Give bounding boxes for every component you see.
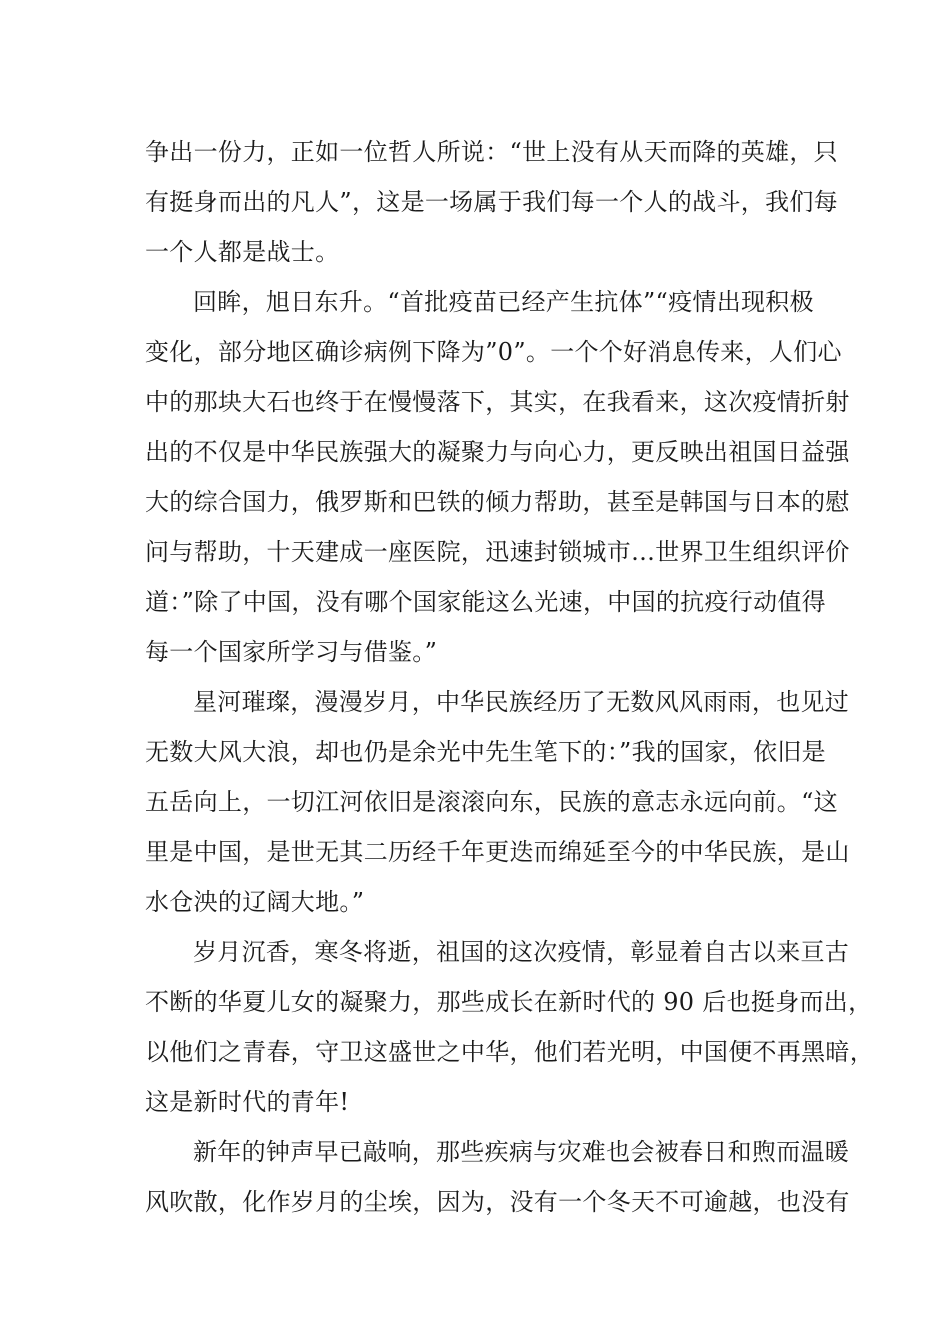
text-line: 有挺身而出的凡人”，这是一场属于我们每一个人的战斗，我们每 [145, 188, 838, 216]
paragraph-first-line: 星河璀璨，漫漫岁月，中华民族经历了无数风风雨雨，也见过 [193, 688, 850, 716]
text-line: 一个人都是战士。 [145, 238, 340, 266]
text-line: 以他们之青春，守卫这盛世之中华，他们若光明，中国便不再黑暗， [145, 1038, 874, 1066]
text-line: 道：”除了中国，没有哪个国家能这么光速，中国的抗疫行动值得 [145, 588, 826, 616]
text-line: 五岳向上，一切江河依旧是滚滚向东，民族的意志永远向前。“这 [145, 788, 838, 816]
text-line: 风吹散，化作岁月的尘埃，因为，没有一个冬天不可逾越，也没有 [145, 1188, 850, 1216]
paragraph-first-line: 岁月沉香，寒冬将逝，祖国的这次疫情，彰显着自古以来亘古 [193, 938, 850, 966]
paragraph-first-line: 新年的钟声早已敲响，那些疾病与灾难也会被春日和煦而温暖 [193, 1138, 850, 1166]
text-line: 出的不仅是中华民族强大的凝聚力与向心力，更反映出祖国日益强 [145, 438, 850, 466]
text-line: 水仓泱的辽阔大地。” [145, 888, 365, 916]
text-line: 每一个国家所学习与借鉴。” [145, 638, 438, 666]
text-line: 问与帮助，十天建成一座医院，迅速封锁城市…世界卫生组织评价 [145, 538, 850, 566]
paragraph-first-line: 回眸，旭日东升。“首批疫苗已经产生抗体”“疫情出现积极 [193, 288, 814, 316]
text-line: 争出一份力，正如一位哲人所说：“世上没有从天而降的英雄，只 [145, 138, 838, 166]
text-line: 不断的华夏儿女的凝聚力，那些成长在新时代的 90 后也挺身而出， [145, 988, 873, 1016]
text-line: 变化，部分地区确诊病例下降为”0”。一个个好消息传来，人们心 [145, 338, 842, 366]
text-line: 里是中国，是世无其二历经千年更迭而绵延至今的中华民族，是山 [145, 838, 850, 866]
text-line: 这是新时代的青年! [145, 1088, 350, 1116]
text-line: 大的综合国力，俄罗斯和巴铁的倾力帮助，甚至是韩国与日本的慰 [145, 488, 850, 516]
text-line: 中的那块大石也终于在慢慢落下，其实，在我看来，这次疫情折射 [145, 388, 850, 416]
text-line: 无数大风大浪，却也仍是余光中先生笔下的：”我的国家，依旧是 [145, 738, 826, 766]
